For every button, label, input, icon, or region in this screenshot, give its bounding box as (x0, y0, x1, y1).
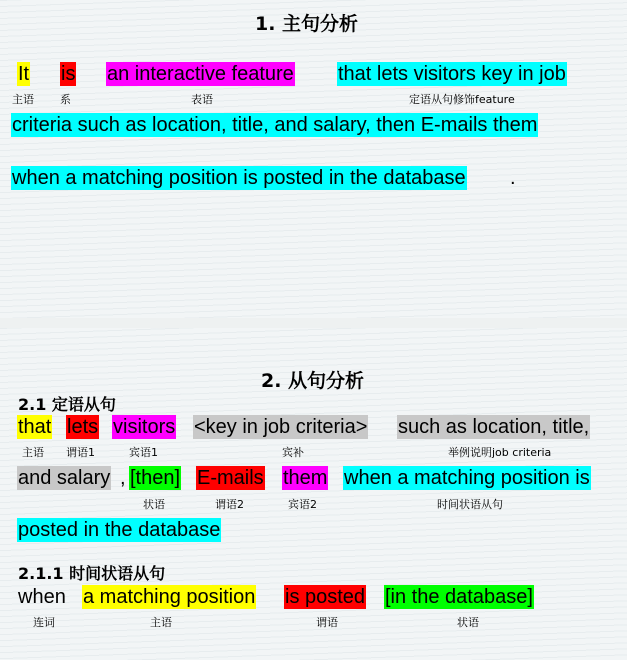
word-time-clause: when a matching position is (344, 467, 590, 489)
word-when: when (18, 586, 66, 608)
word-subject: It (18, 63, 30, 85)
section2-title: 2. 从句分析 (261, 370, 365, 392)
word-lets: lets (67, 416, 99, 438)
label-predicate-1: 谓语1 (66, 446, 95, 459)
word-example: such as location, title, (398, 416, 590, 438)
clause-line-2: criteria such as location, title, and salary, then E-mails them (12, 114, 538, 136)
subsection-attributive-title: 2.1 定语从句 (18, 395, 116, 414)
label-predicate: 谓语 (316, 616, 338, 629)
word-in-the-database: [in the database] (385, 586, 533, 608)
word-attributive-clause: that lets visitors key in job (338, 63, 566, 85)
clause-line-3: when a matching position is posted in the database (12, 167, 466, 189)
label-predicative: 表语 (191, 93, 213, 106)
label-adverbial: 状语 (143, 498, 165, 511)
word-predicative: an interactive feature (107, 63, 294, 85)
word-posted-in-database: posted in the database (18, 519, 221, 541)
word-comma: , (120, 467, 126, 489)
word-is-posted: is posted (285, 586, 366, 608)
section1-title: 1. 主句分析 (255, 13, 359, 35)
word-a-matching-position: a matching position (83, 586, 256, 608)
label-object-2: 宾语2 (288, 498, 317, 511)
word-object-complement: <key in job criteria> (194, 416, 368, 438)
sentence-period: . (510, 167, 516, 189)
label-time-clause: 时间状语从句 (437, 498, 503, 511)
subsection-time-clause-title: 2.1.1 时间状语从句 (18, 564, 166, 583)
label-linking-verb: 系 (60, 93, 71, 106)
label-attributive-clause: 定语从句修饰feature (409, 93, 515, 106)
word-visitors: visitors (113, 416, 176, 438)
label-subject: 主语 (150, 616, 172, 629)
word-linking-verb: is (61, 63, 76, 85)
label-object-1: 宾语1 (129, 446, 158, 459)
word-then: [then] (130, 467, 181, 489)
clause-analysis-panel (0, 328, 627, 660)
word-emails: E-mails (197, 467, 264, 489)
word-them: them (283, 467, 328, 489)
label-conjunction: 连词 (33, 616, 55, 629)
label-adverbial: 状语 (457, 616, 479, 629)
label-subject: 主语 (22, 446, 44, 459)
word-that: that (18, 416, 52, 438)
word-and-salary: and salary (18, 467, 111, 489)
label-example: 举例说明job criteria (448, 446, 552, 459)
label-object-complement: 宾补 (282, 446, 304, 459)
label-subject: 主语 (12, 93, 34, 106)
sentence-analysis-panel (0, 0, 627, 318)
label-predicate-2: 谓语2 (215, 498, 244, 511)
